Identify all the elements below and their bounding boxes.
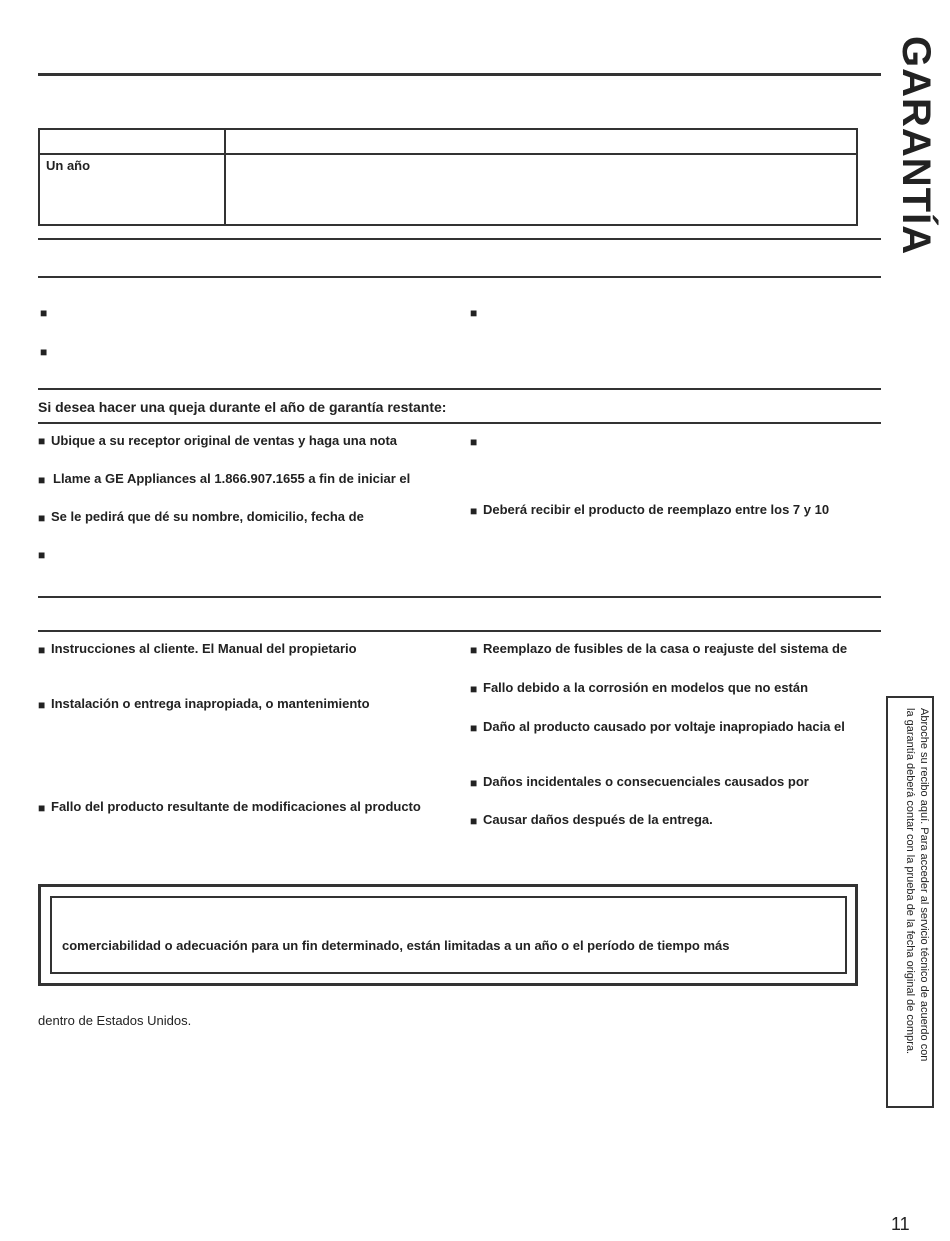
section-rule (38, 630, 881, 632)
bullet-marker: ■ (470, 306, 478, 320)
section-rule (38, 596, 881, 598)
section-rule (38, 388, 881, 390)
list-item: Ubique a su receptor original de ventas y haga una nota (51, 433, 398, 448)
footer-text: dentro de Estados Unidos. (38, 1013, 192, 1028)
bullet-marker: ■ (38, 473, 46, 487)
list-item: Instalación o entrega inapropiada, o mantenimiento (51, 696, 370, 711)
period-table (38, 128, 858, 226)
bullet-marker: ■ (470, 776, 478, 790)
receipt-stub-line: Abroche su recibo aquí. Para acceder al servicio técnico de acuerdo con (918, 708, 930, 1062)
bullet-marker: ■ (38, 698, 46, 712)
receipt-stub (886, 696, 934, 1108)
bullet-marker: ■ (470, 504, 478, 518)
implied-warranty-text: comerciabilidad o adecuación para un fin determinado, están limitadas a un año o el período de tiempo más (62, 938, 730, 953)
implied-warranty-inner-box (50, 896, 847, 974)
list-item: Daños incidentales o consecuenciales causados por (483, 774, 809, 789)
list-item: Fallo debido a la corrosión en modelos que no están (483, 680, 809, 695)
section-rule (38, 276, 881, 278)
side-title-text: GARANTÍA (894, 36, 938, 256)
bullet-marker: ■ (470, 721, 478, 735)
list-item: Fallo del producto resultante de modificaciones al producto (51, 799, 421, 814)
bullet-marker: ■ (470, 682, 478, 696)
side-title (880, 36, 940, 256)
page-number: 11 (891, 1214, 910, 1234)
table-column-divider (224, 130, 226, 224)
list-item: Reemplazo de fusibles de la casa o reajuste del sistema de (483, 641, 848, 656)
list-item: Causar daños después de la entrega. (483, 812, 713, 827)
bullet-marker: ■ (38, 434, 46, 448)
list-item: Instrucciones al cliente. El Manual del propietario (51, 641, 357, 656)
bullet-marker: ■ (38, 801, 46, 815)
bullet-marker: ■ (38, 511, 46, 525)
bullet-marker: ■ (470, 814, 478, 828)
bullet-marker: ■ (38, 643, 46, 657)
top-rule (38, 73, 881, 76)
receipt-stub-text (903, 708, 931, 1061)
implied-warranty-box (38, 884, 858, 986)
table-header-divider (40, 153, 856, 155)
bullet-marker: ■ (40, 306, 48, 320)
list-item: Llame a GE Appliances al 1.866.907.1655 a fin de iniciar el (53, 471, 411, 486)
bullet-marker: ■ (40, 345, 48, 359)
table-row-label: Un año (46, 158, 91, 173)
bullet-marker: ■ (38, 548, 46, 562)
receipt-stub-line: la garantía deberá contar con la prueba de la fecha original de compra. (904, 708, 916, 1055)
list-item: Se le pedirá que dé su nombre, domicilio, fecha de (51, 509, 364, 524)
bullet-marker: ■ (470, 643, 478, 657)
remaining-year-heading: Si desea hacer una queja durante el año de garantía restante: (38, 399, 447, 415)
section-rule (38, 238, 881, 240)
bullet-marker: ■ (470, 435, 478, 449)
list-item: Deberá recibir el producto de reemplazo entre los 7 y 10 (483, 502, 830, 517)
section-rule (38, 422, 881, 424)
list-item: Daño al producto causado por voltaje inapropiado hacia el (483, 719, 845, 734)
